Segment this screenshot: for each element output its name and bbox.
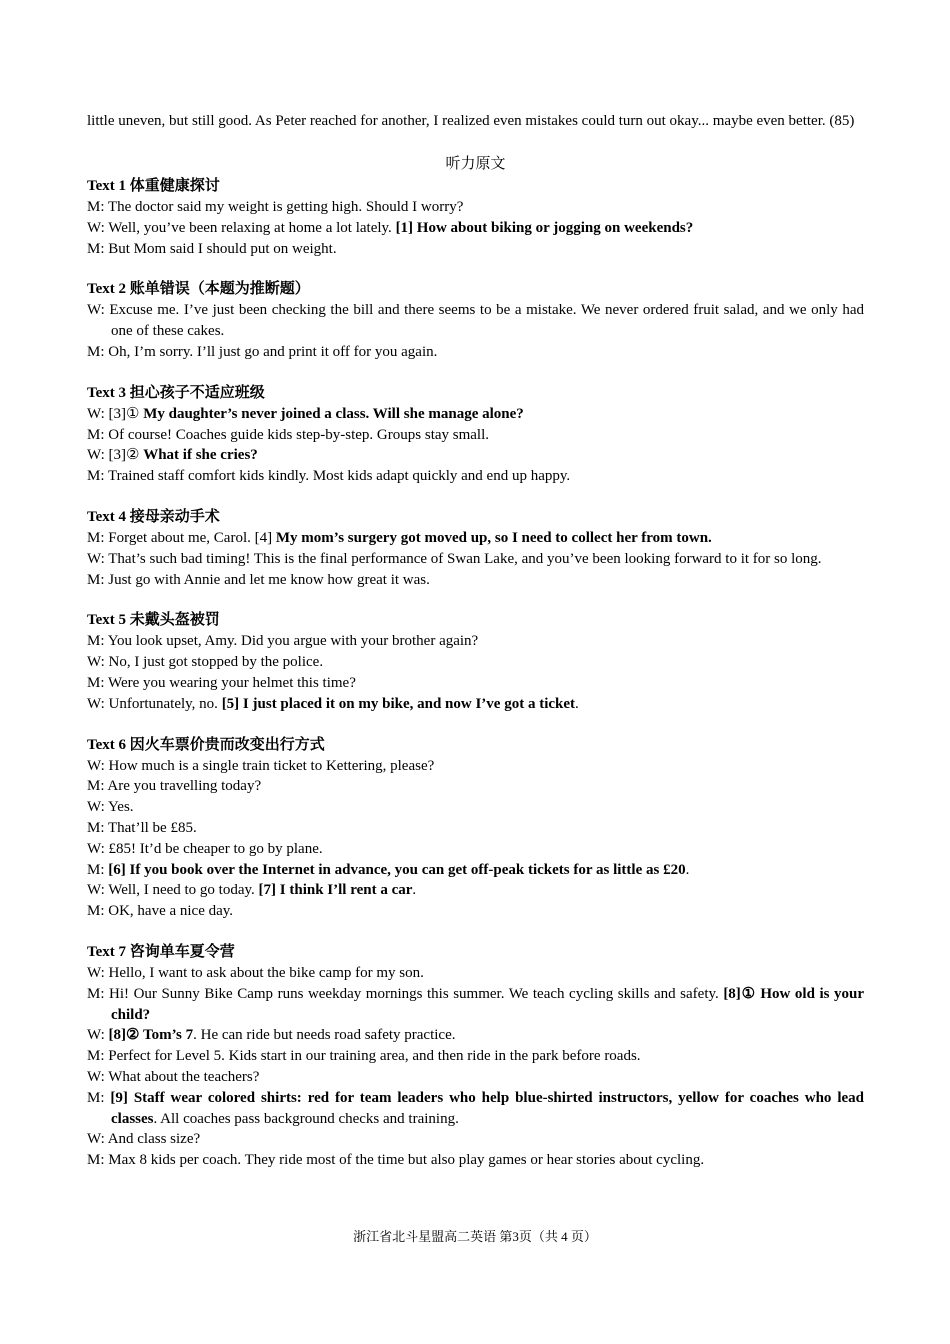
answer-key-text: My mom’s surgery got moved up, so I need to collect her from town. — [275, 529, 712, 546]
answer-key-text: [1] How about biking or jogging on weekends? — [395, 219, 694, 236]
dialogue-line — [87, 673, 864, 694]
dialogue-text: W: Well, I need to go today. — [87, 882, 259, 899]
transcript-sections — [87, 176, 864, 1171]
dialogue-text: M: Of course! Coaches guide kids step-by-step. Groups stay small. — [87, 426, 490, 443]
dialogue-text: W: And class size? — [87, 1131, 201, 1148]
dialogue-text: W: How much is a single train ticket to Kettering, please? — [87, 757, 435, 774]
text-section — [87, 735, 864, 922]
dialogue-line — [87, 342, 864, 363]
page-footer: 浙江省北斗星盟高二英语 第3页（共 4 页） — [353, 1229, 597, 1244]
section-title: Text 5 未戴头盔被罚 — [87, 612, 220, 629]
dialogue-line — [87, 797, 864, 818]
dialogue-line — [87, 445, 864, 466]
dialogue-text: W: Unfortunately, no. — [87, 695, 222, 712]
dialogue-text: W: [3]② — [87, 447, 144, 464]
dialogue-line — [87, 818, 864, 839]
dialogue-line — [87, 197, 864, 218]
dialogue-line — [87, 218, 864, 239]
dialogue-text: . All coaches pass background checks and training. — [153, 1110, 459, 1127]
dialogue-text: W: Well, you’ve been relaxing at home a lot lately. — [87, 219, 396, 236]
section-title: Text 6 因火车票价贵而改变出行方式 — [87, 736, 325, 753]
dialogue-line — [87, 963, 864, 984]
dialogue-line — [87, 652, 864, 673]
dialogue-text: W: What about the teachers? — [87, 1068, 260, 1085]
document-page — [87, 109, 864, 1171]
dialogue-line — [87, 239, 864, 260]
section-title: Text 2 账单错误（本题为推断题） — [87, 281, 310, 298]
dialogue-text: M: — [87, 1089, 111, 1106]
dialogue-text: M: OK, have a nice day. — [87, 903, 234, 920]
dialogue-line — [87, 984, 864, 1026]
text-section — [87, 942, 864, 1171]
answer-key-text: What if she cries? — [143, 447, 258, 464]
dialogue-line — [87, 756, 864, 777]
dialogue-line — [87, 1150, 864, 1171]
text-section — [87, 176, 864, 259]
dialogue-line — [87, 1067, 864, 1088]
dialogue-text: W: Yes. — [87, 799, 134, 816]
dialogue-text: W: That’s such bad timing! This is the final performance of Swan Lake, and you’ve been looking forward to it for so long. — [87, 550, 822, 567]
text-section — [87, 610, 864, 714]
dialogue-line — [87, 570, 864, 591]
answer-key-text: [6] If you book over the Internet in advance, you can get off-peak tickets for as little as £20 — [108, 861, 686, 878]
answer-key-text: [9] Staff wear colored shirts: red for team leaders who help blue-shirted instructors, yellow for coaches who lead classes — [110, 1089, 864, 1127]
dialogue-text: . — [685, 861, 690, 878]
section-title: Text 3 担心孩子不适应班级 — [87, 384, 265, 401]
dialogue-text: M: But Mom said I should put on weight. — [87, 240, 337, 257]
dialogue-text: M: Oh, I’m sorry. I’ll just go and print it off for you again. — [87, 343, 438, 360]
dialogue-text: M: The doctor said my weight is getting high. Should I worry? — [87, 199, 464, 215]
dialogue-text: W: Hello, I want to ask about the bike camp for my son. — [87, 964, 424, 981]
text-section — [87, 279, 864, 362]
dialogue-line — [87, 860, 864, 881]
dialogue-text: . He can ride but needs road safety practice. — [193, 1027, 456, 1044]
intro-paragraph: little uneven, but still good. As Peter reached for another, I realized even mistakes could turn out okay... maybe even better. (85) — [87, 113, 855, 129]
dialogue-text: M: Max 8 kids per coach. They ride most of the time but also play games or hear stories about cycling. — [87, 1152, 705, 1169]
text-section — [87, 507, 864, 590]
dialogue-text: M: That’ll be £85. — [87, 819, 197, 836]
dialogue-text: W: [3]① — [87, 405, 144, 422]
section-title: Text 4 接母亲动手术 — [87, 508, 220, 525]
dialogue-line — [87, 776, 864, 797]
answer-key-text: [7] I think I’ll rent a car — [258, 882, 413, 899]
dialogue-text: W: Excuse me. I’ve just been checking the bill and there seems to be a mistake. We never ordered fruit salad, and we only had one of these cakes. — [87, 302, 864, 340]
dialogue-text: W: — [87, 1027, 109, 1044]
section-heading: 听力原文 — [445, 156, 506, 172]
dialogue-text: M: Are you travelling today? — [87, 778, 262, 795]
dialogue-line — [87, 1088, 864, 1130]
dialogue-line — [87, 1025, 864, 1046]
dialogue-text: W: No, I just got stopped by the police. — [87, 654, 324, 671]
dialogue-text: M: — [87, 861, 109, 878]
dialogue-text: M: Hi! Our Sunny Bike Camp runs weekday mornings this summer. We teach cycling skills and safety. — [87, 985, 724, 1002]
dialogue-line — [87, 466, 864, 487]
dialogue-line — [87, 631, 864, 652]
dialogue-text: . — [575, 695, 579, 712]
dialogue-line — [87, 425, 864, 446]
answer-key-text: My daughter’s never joined a class. Will she manage alone? — [143, 405, 524, 422]
section-title: Text 1 体重健康探讨 — [87, 178, 220, 194]
section-title: Text 7 咨询单车夏令营 — [87, 943, 235, 960]
dialogue-line — [87, 549, 864, 570]
dialogue-line — [87, 880, 864, 901]
dialogue-text: M: Trained staff comfort kids kindly. Most kids adapt quickly and end up happy. — [87, 468, 571, 485]
dialogue-text: M: Perfect for Level 5. Kids start in our training area, and then ride in the park before roads. — [87, 1048, 641, 1065]
dialogue-line — [87, 528, 864, 549]
dialogue-text: W: £85! It’d be cheaper to go by plane. — [87, 840, 323, 857]
answer-key-text: [8]① How old is your child? — [111, 985, 865, 1023]
dialogue-text: M: Were you wearing your helmet this time? — [87, 674, 356, 691]
dialogue-text: M: Just go with Annie and let me know how great it was. — [87, 571, 430, 588]
dialogue-line — [87, 839, 864, 860]
dialogue-text: M: Forget about me, Carol. [4] — [87, 529, 276, 546]
dialogue-line — [87, 300, 864, 342]
dialogue-text: . — [412, 882, 417, 899]
answer-key-text: [5] I just placed it on my bike, and now I’ve got a ticket — [221, 695, 576, 712]
dialogue-line — [87, 1129, 864, 1150]
dialogue-line — [87, 1046, 864, 1067]
text-section — [87, 383, 864, 487]
answer-key-text: [8]② Tom’s 7 — [108, 1027, 194, 1044]
dialogue-line — [87, 404, 864, 425]
dialogue-text: M: You look upset, Amy. Did you argue with your brother again? — [87, 633, 479, 650]
dialogue-line — [87, 901, 864, 922]
dialogue-line — [87, 694, 864, 715]
